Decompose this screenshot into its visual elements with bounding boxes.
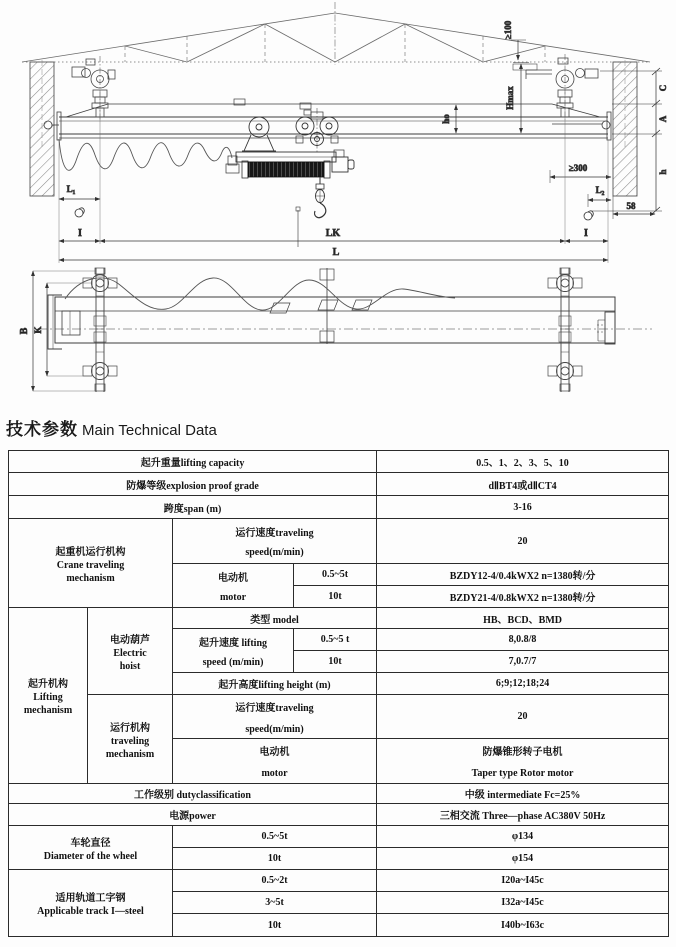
page-title-zh: 技术参数 xyxy=(6,420,78,439)
cell-crane-motor-capacity-2: 10t xyxy=(294,586,377,608)
cell-lifting-capacity-value: 0.5、1、2、3、5、10 xyxy=(377,451,669,473)
cell-lift-speed-value-1: 8,0.8/8 xyxy=(377,629,669,651)
dim-label-a: A xyxy=(658,115,668,123)
dim-label-i-right: I xyxy=(584,228,588,239)
table-row xyxy=(9,784,669,804)
cell-explosion-grade-value: dⅡBT4或dⅡCT4 xyxy=(377,473,669,496)
cell-wheel-value-2: φ154 xyxy=(377,848,669,870)
cell-wheel-diameter-label: 车轮直径 Diameter of the wheel xyxy=(9,826,173,870)
cell-wheel-capacity-2: 10t xyxy=(173,848,377,870)
dim-label-c: C xyxy=(658,84,668,92)
cell-span-value: 3-16 xyxy=(377,496,669,519)
cell-hoist-traveling-label: 运行机构 traveling mechanism xyxy=(88,695,173,784)
festoon-cable-elevation xyxy=(59,139,232,170)
cell-hoist-motor-label: 电动机 motor xyxy=(173,739,377,784)
festoon-cable-plan xyxy=(65,278,455,310)
cell-track-capacity-2: 3~5t xyxy=(173,892,377,914)
table-row xyxy=(9,870,669,892)
cell-hoist-traveling-speed-value: 20 xyxy=(377,695,669,739)
cell-hoist-motor-value: 防爆锥形转子电机 Taper type Rotor motor xyxy=(377,739,669,784)
cell-wheel-capacity-1: 0.5~5t xyxy=(173,826,377,848)
table-row xyxy=(9,608,669,629)
dim-label-clearance-wall: ≥300 xyxy=(568,163,588,173)
cell-lift-height-value: 6;9;12;18;24 xyxy=(377,673,669,695)
cell-duty-label: 工作级别 dutyclassification xyxy=(9,784,377,804)
table-row xyxy=(9,826,669,848)
crane-bridge-elevation xyxy=(44,99,611,140)
cell-span-label: 跨度span (m) xyxy=(9,496,377,519)
cell-lift-speed-value-2: 7,0.7/7 xyxy=(377,651,669,673)
plan-view xyxy=(38,268,652,349)
cell-crane-motor-capacity-1: 0.5~5t xyxy=(294,564,377,586)
cell-lifting-mechanism-group: 起升机构 Lifting mechanism xyxy=(9,608,88,784)
main-technical-data-table xyxy=(8,450,669,937)
cell-wheel-value-1: φ134 xyxy=(377,826,669,848)
end-carriage-right xyxy=(513,54,598,120)
dimensions-plan xyxy=(19,271,96,391)
cell-crane-traveling-speed-label: 运行速度traveling speed(m/min) xyxy=(173,519,377,564)
table-row xyxy=(9,473,669,496)
cell-track-value-1: I20a~I45c xyxy=(377,870,669,892)
cell-lift-speed-capacity-1: 0.5~5 t xyxy=(294,629,377,651)
cell-lifting-capacity-label: 起升重量lifting capacity xyxy=(9,451,377,473)
cell-hoist-model-label: 类型 model xyxy=(173,608,377,629)
cell-power-label: 电源power xyxy=(9,804,377,826)
end-truck-left-plan xyxy=(83,268,117,392)
dim-label-ho: ho xyxy=(441,114,451,124)
dim-label-h: h xyxy=(658,169,668,175)
building-walls xyxy=(30,60,637,196)
cell-hoist-model-value: HB、BCD、BMD xyxy=(377,608,669,629)
dim-label-l2: L₂ xyxy=(595,185,605,195)
cell-crane-motor-value-2: BZDY21-4/0.8kWX2 n=1380转/分 xyxy=(377,586,669,608)
cell-track-value-2: I32a~I45c xyxy=(377,892,669,914)
cell-duty-value: 中级 intermediate Fc=25% xyxy=(377,784,669,804)
dim-label-i-left: I xyxy=(78,228,82,239)
page-title xyxy=(6,415,217,440)
table-row xyxy=(9,804,669,826)
dimensions-elevation xyxy=(59,20,668,263)
cell-hoist-traveling-speed-label: 运行速度traveling speed(m/min) xyxy=(173,695,377,739)
hoist-trolley xyxy=(226,108,354,178)
cell-track-label: 适用轨道工字钢 Applicable track I—steel xyxy=(9,870,173,937)
cell-power-value: 三相交流 Three—phase AC380V 50Hz xyxy=(377,804,669,826)
dim-label-b: B xyxy=(19,327,30,335)
hook-assembly xyxy=(296,177,326,247)
cell-track-capacity-3: 10t xyxy=(173,914,377,937)
cell-crane-traveling-group: 起重机运行机构 Crane traveling mechanism xyxy=(9,519,173,608)
crane-technical-drawing xyxy=(0,0,676,412)
dim-label-l: L xyxy=(332,247,340,258)
cell-lift-speed-capacity-2: 10t xyxy=(294,651,377,673)
table-row xyxy=(9,519,669,564)
cell-crane-traveling-speed-value: 20 xyxy=(377,519,669,564)
cell-track-value-3: I40b~I63c xyxy=(377,914,669,937)
cell-crane-motor-value-1: BZDY12-4/0.4kWX2 n=1380转/分 xyxy=(377,564,669,586)
end-carriage-left xyxy=(72,56,115,120)
roof-truss xyxy=(22,2,650,65)
table-row xyxy=(9,451,669,473)
cell-lift-speed-label: 起升速度 lifting speed (m/min) xyxy=(173,629,294,673)
cell-track-capacity-1: 0.5~2t xyxy=(173,870,377,892)
table-row xyxy=(9,695,669,739)
dim-label-clearance-top: ≥100 xyxy=(503,20,513,40)
page-title-en: Main Technical Data xyxy=(82,422,217,439)
cell-crane-motor-label: 电动机 motor xyxy=(173,564,294,608)
dim-label-lk: LK xyxy=(325,228,341,239)
dim-label-k: K xyxy=(33,326,43,334)
table-row xyxy=(9,496,669,519)
cell-lift-height-label: 起升高度lifting height (m) xyxy=(173,673,377,695)
cell-electric-hoist-label: 电动葫芦 Electric hoist xyxy=(88,608,173,695)
dim-label-hmax: Hmax xyxy=(505,86,515,110)
end-truck-right-plan xyxy=(548,268,582,392)
dim-label-l1: L₁ xyxy=(66,184,76,194)
dim-label-58: 58 xyxy=(626,201,636,211)
cell-explosion-grade-label: 防爆等级explosion proof grade xyxy=(9,473,377,496)
